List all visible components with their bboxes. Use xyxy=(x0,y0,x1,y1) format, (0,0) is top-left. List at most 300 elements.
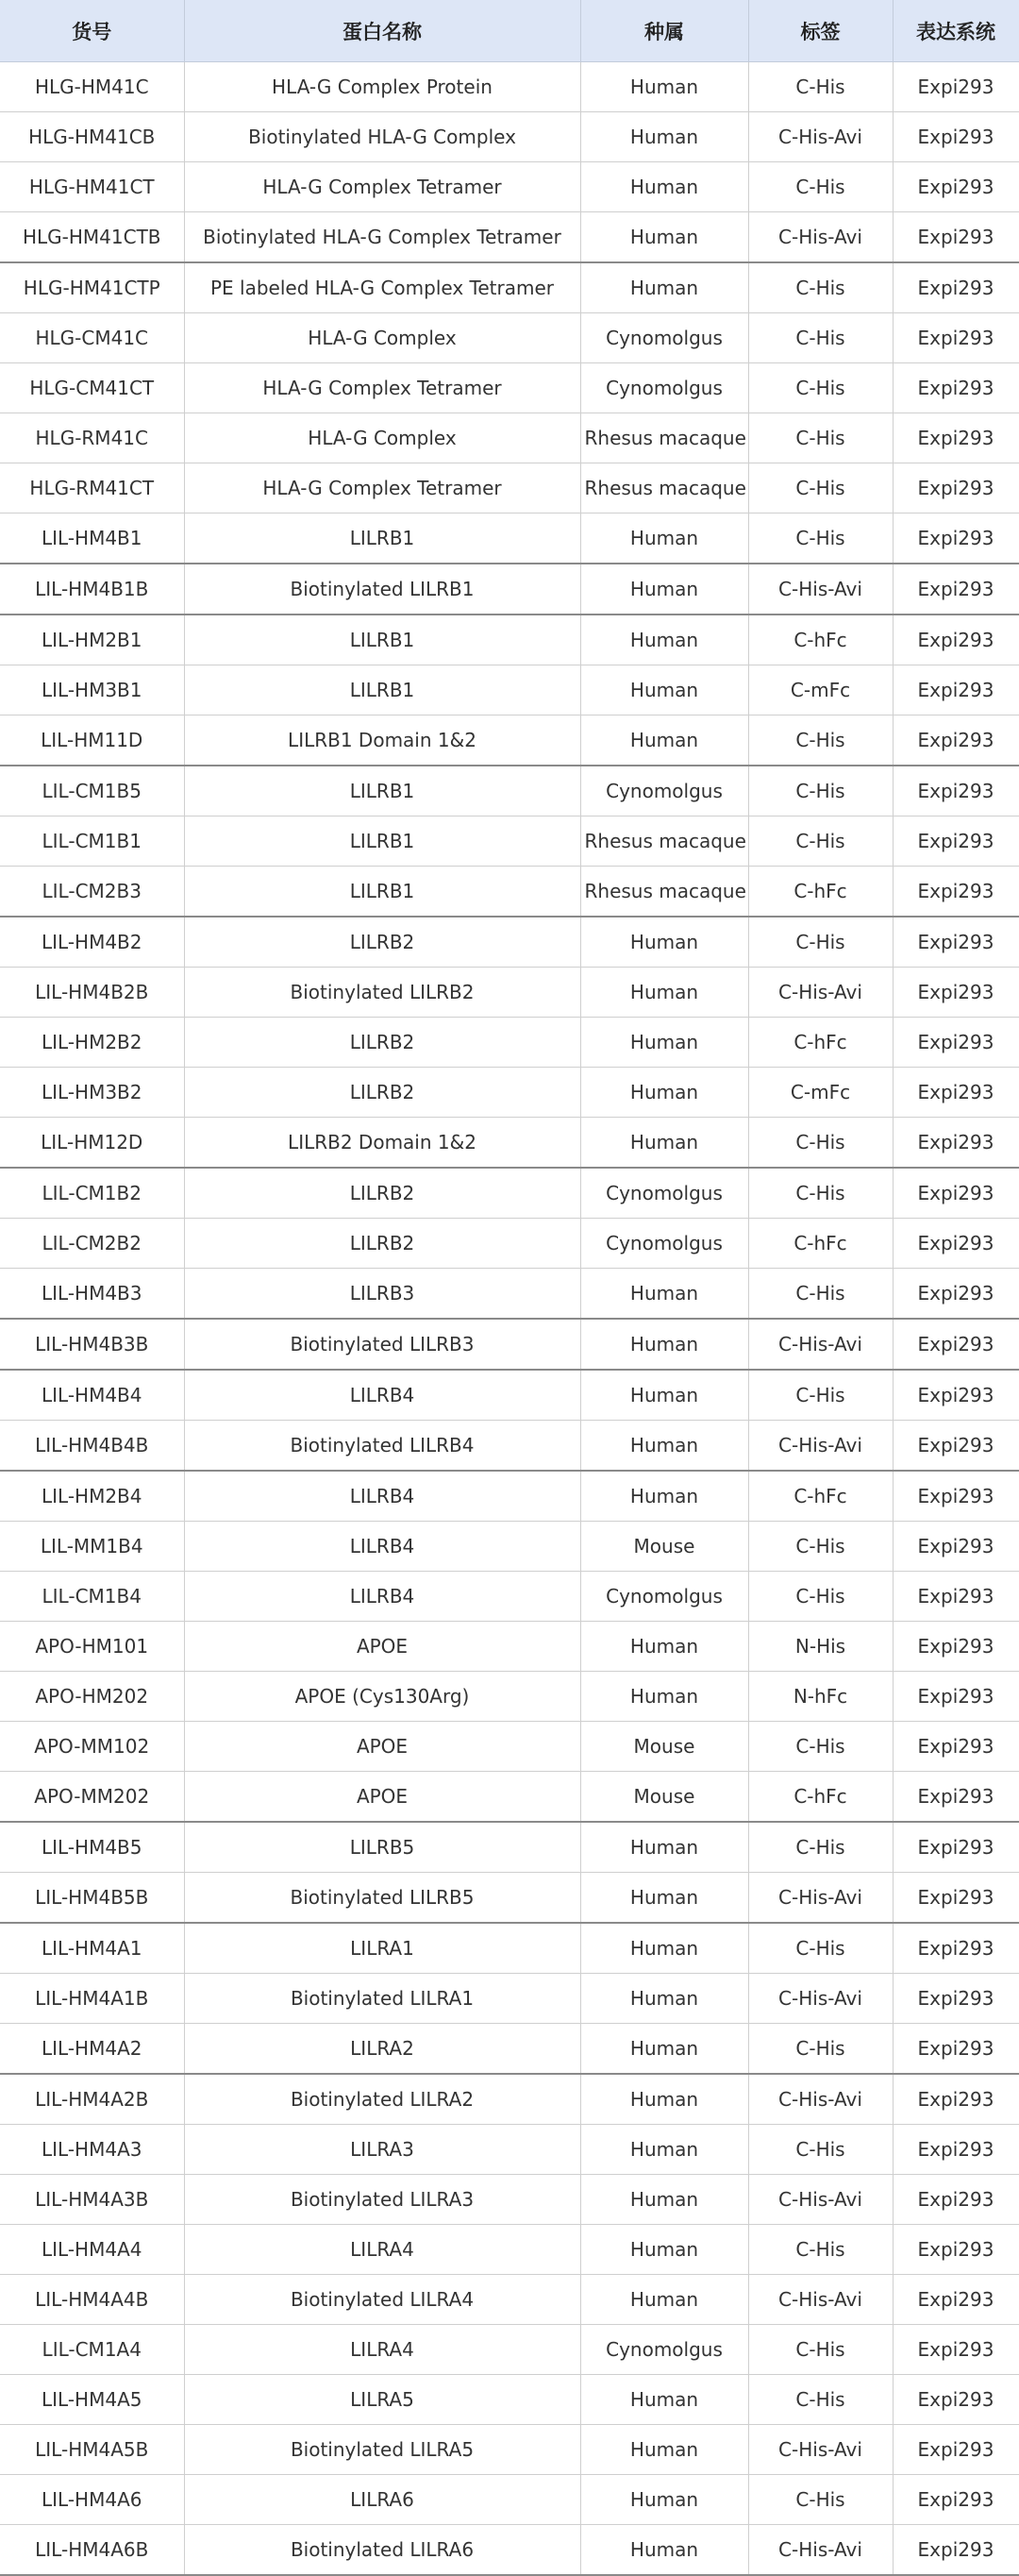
species-cell: Human xyxy=(580,1923,748,1974)
tag-cell: C-His-Avi xyxy=(748,2425,893,2475)
catalog-number-cell: LIL-HM4A2 xyxy=(0,2024,184,2075)
catalog-number-cell: APO-MM102 xyxy=(0,1722,184,1772)
protein-name-cell: LILRA3 xyxy=(184,2125,580,2175)
expression-system-cell: Expi293 xyxy=(893,2225,1019,2275)
tag-cell: C-His xyxy=(748,1118,893,1169)
expression-system-cell: Expi293 xyxy=(893,1622,1019,1672)
protein-name-cell: LILRA2 xyxy=(184,2024,580,2075)
tag-cell: C-hFc xyxy=(748,867,893,918)
catalog-number-cell: LIL-CM1A4 xyxy=(0,2325,184,2375)
header-protein-name: 蛋白名称 xyxy=(184,0,580,62)
protein-name-cell: HLA-G Complex Tetramer xyxy=(184,463,580,514)
catalog-number-cell: LIL-HM4A1 xyxy=(0,1923,184,1974)
tag-cell: C-mFc xyxy=(748,665,893,716)
expression-system-cell: Expi293 xyxy=(893,917,1019,968)
species-cell: Rhesus macaque xyxy=(580,413,748,463)
species-cell: Human xyxy=(580,62,748,112)
species-cell: Human xyxy=(580,917,748,968)
expression-system-cell: Expi293 xyxy=(893,1572,1019,1622)
protein-name-cell: LILRB2 xyxy=(184,917,580,968)
tag-cell: C-His xyxy=(748,62,893,112)
species-cell: Cynomolgus xyxy=(580,2325,748,2375)
catalog-number-cell: LIL-HM12D xyxy=(0,1118,184,1169)
species-cell: Cynomolgus xyxy=(580,313,748,363)
table-row xyxy=(0,162,1019,212)
catalog-number-cell: HLG-CM41C xyxy=(0,313,184,363)
tag-cell: N-His xyxy=(748,1622,893,1672)
protein-name-cell: LILRB1 xyxy=(184,817,580,867)
expression-system-cell: Expi293 xyxy=(893,212,1019,263)
table-row xyxy=(0,1822,1019,1873)
protein-name-cell: LILRB4 xyxy=(184,1522,580,1572)
species-cell: Human xyxy=(580,615,748,665)
table-row xyxy=(0,413,1019,463)
protein-name-cell: LILRB5 xyxy=(184,1822,580,1873)
table-row xyxy=(0,1168,1019,1219)
species-cell: Human xyxy=(580,716,748,766)
tag-cell: C-hFc xyxy=(748,1018,893,1068)
tag-cell: C-His-Avi xyxy=(748,2525,893,2576)
species-cell: Human xyxy=(580,1068,748,1118)
species-cell: Human xyxy=(580,1471,748,1522)
protein-name-cell: LILRB2 xyxy=(184,1068,580,1118)
species-cell: Rhesus macaque xyxy=(580,867,748,918)
expression-system-cell: Expi293 xyxy=(893,716,1019,766)
catalog-number-cell: LIL-CM1B5 xyxy=(0,766,184,817)
table-row xyxy=(0,1522,1019,1572)
header-expression-system: 表达系统 xyxy=(893,0,1019,62)
species-cell: Human xyxy=(580,2225,748,2275)
species-cell: Human xyxy=(580,1370,748,1421)
table-row xyxy=(0,665,1019,716)
tag-cell: C-His xyxy=(748,1269,893,1320)
catalog-number-cell: LIL-HM4B3 xyxy=(0,1269,184,1320)
expression-system-cell: Expi293 xyxy=(893,463,1019,514)
table-row xyxy=(0,1421,1019,1472)
table-row xyxy=(0,262,1019,313)
species-cell: Human xyxy=(580,1118,748,1169)
protein-name-cell: LILRB3 xyxy=(184,1269,580,1320)
protein-name-cell: LILRB1 xyxy=(184,665,580,716)
protein-name-cell: HLA-G Complex Protein xyxy=(184,62,580,112)
table-row xyxy=(0,2475,1019,2525)
protein-name-cell: LILRB1 xyxy=(184,615,580,665)
table-row xyxy=(0,766,1019,817)
header-catalog-number: 货号 xyxy=(0,0,184,62)
tag-cell: C-His xyxy=(748,463,893,514)
protein-name-cell: LILRB1 Domain 1&2 xyxy=(184,716,580,766)
table-row xyxy=(0,313,1019,363)
catalog-number-cell: LIL-HM4B1 xyxy=(0,514,184,564)
table-row xyxy=(0,1118,1019,1169)
protein-name-cell: APOE xyxy=(184,1772,580,1823)
expression-system-cell: Expi293 xyxy=(893,564,1019,615)
catalog-number-cell: LIL-CM1B4 xyxy=(0,1572,184,1622)
protein-name-cell: Biotinylated LILRB1 xyxy=(184,564,580,615)
protein-name-cell: Biotinylated LILRB3 xyxy=(184,1319,580,1370)
table-row xyxy=(0,1219,1019,1269)
tag-cell: C-His-Avi xyxy=(748,212,893,263)
species-cell: Cynomolgus xyxy=(580,1168,748,1219)
species-cell: Human xyxy=(580,1672,748,1722)
species-cell: Cynomolgus xyxy=(580,1219,748,1269)
table-row xyxy=(0,1873,1019,1924)
expression-system-cell: Expi293 xyxy=(893,1370,1019,1421)
species-cell: Human xyxy=(580,212,748,263)
catalog-number-cell: LIL-MM1B4 xyxy=(0,1522,184,1572)
table-row xyxy=(0,968,1019,1018)
protein-name-cell: Biotinylated LILRA3 xyxy=(184,2175,580,2225)
table-row xyxy=(0,917,1019,968)
protein-name-cell: Biotinylated HLA-G Complex Tetramer xyxy=(184,212,580,263)
tag-cell: C-His xyxy=(748,2024,893,2075)
expression-system-cell: Expi293 xyxy=(893,2125,1019,2175)
protein-name-cell: LILRB4 xyxy=(184,1572,580,1622)
expression-system-cell: Expi293 xyxy=(893,2275,1019,2325)
species-cell: Mouse xyxy=(580,1722,748,1772)
protein-name-cell: Biotinylated LILRB2 xyxy=(184,968,580,1018)
species-cell: Human xyxy=(580,262,748,313)
species-cell: Human xyxy=(580,2425,748,2475)
table-row xyxy=(0,2275,1019,2325)
expression-system-cell: Expi293 xyxy=(893,363,1019,413)
catalog-number-cell: LIL-HM4A1B xyxy=(0,1974,184,2024)
catalog-number-cell: LIL-HM4B5B xyxy=(0,1873,184,1924)
expression-system-cell: Expi293 xyxy=(893,867,1019,918)
catalog-number-cell: HLG-RM41C xyxy=(0,413,184,463)
table-row xyxy=(0,2525,1019,2576)
table-row xyxy=(0,1722,1019,1772)
catalog-number-cell: LIL-HM4B4 xyxy=(0,1370,184,1421)
tag-cell: C-His xyxy=(748,716,893,766)
expression-system-cell: Expi293 xyxy=(893,1873,1019,1924)
protein-name-cell: LILRB4 xyxy=(184,1471,580,1522)
table-row xyxy=(0,514,1019,564)
catalog-number-cell: LIL-HM4A4 xyxy=(0,2225,184,2275)
table-row xyxy=(0,2125,1019,2175)
tag-cell: C-His xyxy=(748,1923,893,1974)
protein-name-cell: LILRA4 xyxy=(184,2325,580,2375)
expression-system-cell: Expi293 xyxy=(893,665,1019,716)
protein-name-cell: LILRA5 xyxy=(184,2375,580,2425)
species-cell: Human xyxy=(580,1974,748,2024)
expression-system-cell: Expi293 xyxy=(893,1118,1019,1169)
protein-name-cell: LILRB2 xyxy=(184,1219,580,1269)
protein-name-cell: LILRB1 xyxy=(184,867,580,918)
species-cell: Human xyxy=(580,2375,748,2425)
catalog-number-cell: HLG-HM41CB xyxy=(0,112,184,162)
tag-cell: C-His xyxy=(748,313,893,363)
table-row xyxy=(0,2024,1019,2075)
species-cell: Human xyxy=(580,2024,748,2075)
expression-system-cell: Expi293 xyxy=(893,1974,1019,2024)
tag-cell: C-His-Avi xyxy=(748,112,893,162)
protein-name-cell: HLA-G Complex Tetramer xyxy=(184,363,580,413)
expression-system-cell: Expi293 xyxy=(893,112,1019,162)
tag-cell: C-His-Avi xyxy=(748,968,893,1018)
table-row xyxy=(0,1974,1019,2024)
species-cell: Human xyxy=(580,2525,748,2576)
expression-system-cell: Expi293 xyxy=(893,968,1019,1018)
protein-name-cell: Biotinylated LILRA6 xyxy=(184,2525,580,2576)
protein-name-cell: Biotinylated HLA-G Complex xyxy=(184,112,580,162)
protein-name-cell: Biotinylated LILRA5 xyxy=(184,2425,580,2475)
species-cell: Rhesus macaque xyxy=(580,817,748,867)
expression-system-cell: Expi293 xyxy=(893,1068,1019,1118)
expression-system-cell: Expi293 xyxy=(893,1822,1019,1873)
protein-name-cell: APOE xyxy=(184,1622,580,1672)
table-body xyxy=(0,62,1019,2576)
expression-system-cell: Expi293 xyxy=(893,1018,1019,1068)
tag-cell: C-hFc xyxy=(748,1772,893,1823)
table-row xyxy=(0,1319,1019,1370)
expression-system-cell: Expi293 xyxy=(893,313,1019,363)
tag-cell: C-His xyxy=(748,1572,893,1622)
catalog-number-cell: LIL-HM4B2 xyxy=(0,917,184,968)
catalog-number-cell: LIL-CM1B2 xyxy=(0,1168,184,1219)
catalog-number-cell: LIL-HM11D xyxy=(0,716,184,766)
tag-cell: C-His-Avi xyxy=(748,2275,893,2325)
catalog-number-cell: HLG-CM41CT xyxy=(0,363,184,413)
catalog-number-cell: LIL-HM4B1B xyxy=(0,564,184,615)
tag-cell: C-His-Avi xyxy=(748,1319,893,1370)
expression-system-cell: Expi293 xyxy=(893,62,1019,112)
catalog-number-cell: LIL-HM4A6 xyxy=(0,2475,184,2525)
table-row xyxy=(0,817,1019,867)
tag-cell: C-His xyxy=(748,1822,893,1873)
species-cell: Human xyxy=(580,564,748,615)
catalog-number-cell: HLG-HM41CTP xyxy=(0,262,184,313)
tag-cell: C-His xyxy=(748,2475,893,2525)
expression-system-cell: Expi293 xyxy=(893,615,1019,665)
catalog-number-cell: HLG-HM41CT xyxy=(0,162,184,212)
catalog-number-cell: LIL-CM2B3 xyxy=(0,867,184,918)
species-cell: Human xyxy=(580,1421,748,1472)
table-row xyxy=(0,2425,1019,2475)
species-cell: Human xyxy=(580,162,748,212)
expression-system-cell: Expi293 xyxy=(893,514,1019,564)
catalog-number-cell: LIL-HM4A4B xyxy=(0,2275,184,2325)
protein-name-cell: HLA-G Complex Tetramer xyxy=(184,162,580,212)
species-cell: Human xyxy=(580,112,748,162)
expression-system-cell: Expi293 xyxy=(893,1319,1019,1370)
tag-cell: C-hFc xyxy=(748,1471,893,1522)
catalog-number-cell: LIL-HM4B5 xyxy=(0,1822,184,1873)
table-row xyxy=(0,463,1019,514)
species-cell: Human xyxy=(580,1822,748,1873)
table-row xyxy=(0,1471,1019,1522)
catalog-number-cell: LIL-HM3B2 xyxy=(0,1068,184,1118)
table-row xyxy=(0,1370,1019,1421)
protein-name-cell: APOE xyxy=(184,1722,580,1772)
catalog-number-cell: LIL-HM4B4B xyxy=(0,1421,184,1472)
table-row xyxy=(0,212,1019,263)
tag-cell: C-His xyxy=(748,413,893,463)
protein-name-cell: HLA-G Complex xyxy=(184,413,580,463)
species-cell: Human xyxy=(580,2275,748,2325)
species-cell: Human xyxy=(580,2125,748,2175)
catalog-number-cell: LIL-HM4A5 xyxy=(0,2375,184,2425)
tag-cell: C-His xyxy=(748,1522,893,1572)
protein-name-cell: HLA-G Complex xyxy=(184,313,580,363)
table-header xyxy=(0,0,1019,62)
protein-name-cell: APOE (Cys130Arg) xyxy=(184,1672,580,1722)
tag-cell: C-His xyxy=(748,2125,893,2175)
table-row xyxy=(0,62,1019,112)
table-row xyxy=(0,1018,1019,1068)
tag-cell: C-His xyxy=(748,817,893,867)
table-row xyxy=(0,1622,1019,1672)
table-row xyxy=(0,2375,1019,2425)
table-row xyxy=(0,867,1019,918)
expression-system-cell: Expi293 xyxy=(893,2525,1019,2576)
tag-cell: C-hFc xyxy=(748,1219,893,1269)
table-row xyxy=(0,112,1019,162)
catalog-number-cell: LIL-HM3B1 xyxy=(0,665,184,716)
tag-cell: C-His xyxy=(748,363,893,413)
species-cell: Human xyxy=(580,2475,748,2525)
table-row xyxy=(0,2074,1019,2125)
tag-cell: C-His-Avi xyxy=(748,1421,893,1472)
expression-system-cell: Expi293 xyxy=(893,2175,1019,2225)
expression-system-cell: Expi293 xyxy=(893,162,1019,212)
tag-cell: C-mFc xyxy=(748,1068,893,1118)
table-row xyxy=(0,1672,1019,1722)
catalog-number-cell: LIL-HM4A5B xyxy=(0,2425,184,2475)
expression-system-cell: Expi293 xyxy=(893,1219,1019,1269)
table-row xyxy=(0,2325,1019,2375)
header-tag: 标签 xyxy=(748,0,893,62)
tag-cell: C-His xyxy=(748,2375,893,2425)
species-cell: Human xyxy=(580,1319,748,1370)
protein-name-cell: LILRB4 xyxy=(184,1370,580,1421)
table-row xyxy=(0,2175,1019,2225)
catalog-number-cell: LIL-CM2B2 xyxy=(0,1219,184,1269)
species-cell: Human xyxy=(580,514,748,564)
catalog-number-cell: LIL-HM2B1 xyxy=(0,615,184,665)
tag-cell: N-hFc xyxy=(748,1672,893,1722)
expression-system-cell: Expi293 xyxy=(893,2375,1019,2425)
expression-system-cell: Expi293 xyxy=(893,1471,1019,1522)
species-cell: Rhesus macaque xyxy=(580,463,748,514)
species-cell: Mouse xyxy=(580,1522,748,1572)
species-cell: Human xyxy=(580,2175,748,2225)
catalog-number-cell: LIL-HM4B2B xyxy=(0,968,184,1018)
expression-system-cell: Expi293 xyxy=(893,1772,1019,1823)
catalog-number-cell: HLG-HM41C xyxy=(0,62,184,112)
protein-name-cell: Biotinylated LILRB4 xyxy=(184,1421,580,1472)
protein-name-cell: LILRB2 xyxy=(184,1168,580,1219)
protein-name-cell: PE labeled HLA-G Complex Tetramer xyxy=(184,262,580,313)
catalog-number-cell: LIL-HM4A3 xyxy=(0,2125,184,2175)
species-cell: Cynomolgus xyxy=(580,1572,748,1622)
table-row xyxy=(0,564,1019,615)
species-cell: Human xyxy=(580,1622,748,1672)
catalog-number-cell: LIL-HM4A6B xyxy=(0,2525,184,2576)
protein-name-cell: LILRA4 xyxy=(184,2225,580,2275)
header-species: 种属 xyxy=(580,0,748,62)
expression-system-cell: Expi293 xyxy=(893,2475,1019,2525)
catalog-number-cell: HLG-HM41CTB xyxy=(0,212,184,263)
expression-system-cell: Expi293 xyxy=(893,2074,1019,2125)
catalog-number-cell: LIL-HM2B4 xyxy=(0,1471,184,1522)
protein-name-cell: Biotinylated LILRB5 xyxy=(184,1873,580,1924)
tag-cell: C-His xyxy=(748,1722,893,1772)
species-cell: Human xyxy=(580,968,748,1018)
catalog-number-cell: LIL-HM4A3B xyxy=(0,2175,184,2225)
expression-system-cell: Expi293 xyxy=(893,1923,1019,1974)
species-cell: Cynomolgus xyxy=(580,363,748,413)
table-row xyxy=(0,1068,1019,1118)
table-row xyxy=(0,363,1019,413)
protein-name-cell: Biotinylated LILRA4 xyxy=(184,2275,580,2325)
protein-name-cell: LILRB2 Domain 1&2 xyxy=(184,1118,580,1169)
species-cell: Human xyxy=(580,1018,748,1068)
tag-cell: C-His xyxy=(748,766,893,817)
catalog-number-cell: APO-HM101 xyxy=(0,1622,184,1672)
tag-cell: C-His xyxy=(748,917,893,968)
protein-name-cell: LILRA1 xyxy=(184,1923,580,1974)
tag-cell: C-His-Avi xyxy=(748,1974,893,2024)
expression-system-cell: Expi293 xyxy=(893,2325,1019,2375)
species-cell: Mouse xyxy=(580,1772,748,1823)
tag-cell: C-His xyxy=(748,514,893,564)
tag-cell: C-His xyxy=(748,2225,893,2275)
expression-system-cell: Expi293 xyxy=(893,766,1019,817)
tag-cell: C-hFc xyxy=(748,615,893,665)
table-row xyxy=(0,1269,1019,1320)
species-cell: Human xyxy=(580,665,748,716)
expression-system-cell: Expi293 xyxy=(893,1672,1019,1722)
catalog-number-cell: APO-HM202 xyxy=(0,1672,184,1722)
expression-system-cell: Expi293 xyxy=(893,1168,1019,1219)
protein-name-cell: Biotinylated LILRA2 xyxy=(184,2074,580,2125)
tag-cell: C-His-Avi xyxy=(748,564,893,615)
catalog-number-cell: LIL-HM4A2B xyxy=(0,2074,184,2125)
protein-name-cell: LILRB2 xyxy=(184,1018,580,1068)
expression-system-cell: Expi293 xyxy=(893,1722,1019,1772)
tag-cell: C-His-Avi xyxy=(748,2074,893,2125)
table-row xyxy=(0,2225,1019,2275)
table-row xyxy=(0,615,1019,665)
catalog-number-cell: LIL-CM1B1 xyxy=(0,817,184,867)
protein-name-cell: LILRB1 xyxy=(184,766,580,817)
table-row xyxy=(0,716,1019,766)
species-cell: Human xyxy=(580,1873,748,1924)
protein-name-cell: LILRB1 xyxy=(184,514,580,564)
expression-system-cell: Expi293 xyxy=(893,1421,1019,1472)
expression-system-cell: Expi293 xyxy=(893,1269,1019,1320)
tag-cell: C-His xyxy=(748,1370,893,1421)
protein-name-cell: LILRA6 xyxy=(184,2475,580,2525)
tag-cell: C-His xyxy=(748,162,893,212)
tag-cell: C-His-Avi xyxy=(748,1873,893,1924)
expression-system-cell: Expi293 xyxy=(893,413,1019,463)
species-cell: Human xyxy=(580,2074,748,2125)
species-cell: Cynomolgus xyxy=(580,766,748,817)
species-cell: Human xyxy=(580,1269,748,1320)
expression-system-cell: Expi293 xyxy=(893,2425,1019,2475)
catalog-number-cell: HLG-RM41CT xyxy=(0,463,184,514)
expression-system-cell: Expi293 xyxy=(893,2024,1019,2075)
expression-system-cell: Expi293 xyxy=(893,262,1019,313)
expression-system-cell: Expi293 xyxy=(893,817,1019,867)
tag-cell: C-His-Avi xyxy=(748,2175,893,2225)
table-row xyxy=(0,1572,1019,1622)
catalog-number-cell: LIL-HM2B2 xyxy=(0,1018,184,1068)
header-row xyxy=(0,0,1019,62)
tag-cell: C-His xyxy=(748,2325,893,2375)
